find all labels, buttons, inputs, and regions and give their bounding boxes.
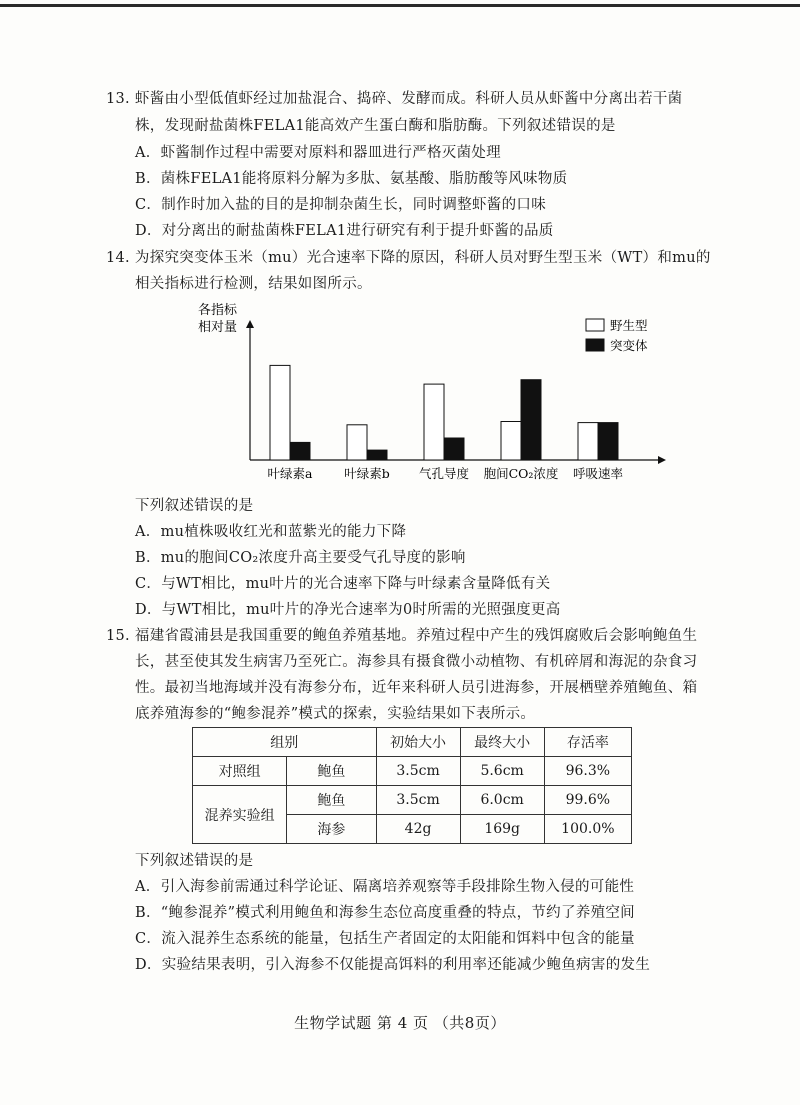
q15-prompt: 下列叙述错误的是 — [135, 853, 254, 869]
species-cell: 鲍鱼 — [287, 757, 376, 786]
initial-cell: 42g — [376, 815, 460, 844]
q14-option-d: D．与WT相比，mu叶片的净光合速率为0时所需的光照强度更高 — [135, 602, 561, 618]
survival-cell: 100.0% — [544, 815, 631, 844]
q15-option-a: A．引入海参前需通过科学论证、隔离培养观察等手段排除生物入侵的可能性 — [135, 879, 635, 895]
q15-number: 15. — [106, 628, 130, 644]
y-axis-label-line1: 各指标 — [198, 303, 238, 318]
q15-option-b: B．“鲍参混养”模式利用鲍鱼和海参生态位高度重叠的特点，节约了养殖空间 — [135, 905, 635, 921]
x-tick-label-1: 叶绿素b — [344, 466, 390, 481]
page-top-rule — [0, 4, 800, 7]
q14-prompt: 下列叙述错误的是 — [135, 498, 254, 514]
legend-label-wild: 野生型 — [610, 318, 648, 333]
q14-number: 14. — [106, 250, 130, 266]
q14-option-a: A．mu植株吸收红光和蓝紫光的能力下降 — [135, 524, 407, 540]
y-axis-arrow-icon — [246, 320, 254, 328]
header-group: 组别 — [193, 728, 377, 757]
table-row — [193, 757, 632, 786]
bar-wild-4 — [578, 423, 598, 460]
q13-option-b: B．菌株FELA1能将原料分解为多肽、氨基酸、脂肪酸等风味物质 — [135, 171, 568, 187]
q13-option-c: C．制作时加入盐的目的是抑制杂菌生长，同时调整虾酱的口味 — [135, 197, 546, 213]
x-tick-label-0: 叶绿素a — [267, 466, 313, 481]
legend-swatch-mutant — [586, 339, 604, 351]
species-cell: 鲍鱼 — [287, 786, 376, 815]
y-axis-label-line2: 相对量 — [198, 320, 238, 335]
final-cell: 169g — [460, 815, 544, 844]
species-cell: 海参 — [287, 815, 376, 844]
legend-label-mutant: 突变体 — [610, 338, 648, 353]
q15-option-c: C．流入混养生态系统的能量，包括生产者固定的太阳能和饵料中包含的能量 — [135, 931, 635, 947]
q13-number: 13. — [106, 91, 130, 107]
bar-wild-3 — [501, 422, 521, 461]
table-row — [193, 786, 632, 815]
q13-option-d: D．对分离出的耐盐菌株FELA1进行研究有利于提升虾酱的品质 — [135, 223, 554, 239]
bar-mutant-3 — [521, 380, 541, 460]
survival-cell: 99.6% — [544, 786, 631, 815]
table-header-row — [193, 728, 632, 757]
results-table — [192, 727, 632, 844]
header-survival: 存活率 — [544, 728, 631, 757]
q15-stem-line3: 性。最初当地海域并没有海参分布，近年来科研人员引进海参，开展栖壁养殖鲍鱼、箱 — [135, 680, 698, 696]
bar-mutant-1 — [367, 450, 387, 460]
q14-option-b: B．mu的胞间CO₂浓度升高主要受气孔导度的影响 — [135, 550, 466, 566]
bar-mutant-0 — [290, 442, 310, 460]
bar-wild-0 — [270, 365, 290, 460]
x-tick-label-3: 胞间CO₂浓度 — [483, 466, 559, 481]
q15-option-d: D．实验结果表明，引入海参不仅能提高饵料的利用率还能减少鲍鱼病害的发生 — [135, 957, 651, 973]
bar-mutant-2 — [444, 438, 464, 460]
final-cell: 5.6cm — [460, 757, 544, 786]
bar-wild-2 — [424, 384, 444, 460]
survival-cell: 96.3% — [544, 757, 631, 786]
q15-stem-line4: 底养殖海参的“鲍参混养”模式的探索，实验结果如下表所示。 — [135, 706, 536, 722]
initial-cell: 3.5cm — [376, 786, 460, 815]
q15-stem-line2: 长，甚至使其发生病害乃至死亡。海参具有摄食微小动植物、有机碎屑和海泥的杂食习 — [135, 654, 698, 670]
q14-stem-line2: 相关指标进行检测，结果如图所示。 — [135, 276, 372, 292]
q15-stem-line1: 15. 福建省霞浦县是我国重要的鲍鱼养殖基地。养殖过程中产生的残饵腐败后会影响鲍鱼生 — [106, 628, 698, 644]
x-tick-label-2: 气孔导度 — [418, 466, 470, 481]
q14-option-c: C．与WT相比，mu叶片的光合速率下降与叶绿素含量降低有关 — [135, 576, 551, 592]
bar-chart — [180, 300, 680, 490]
q13-option-a: A．虾酱制作过程中需要对原料和器皿进行严格灭菌处理 — [135, 145, 501, 161]
q13-stem-line1: 13. 虾酱由小型低值虾经过加盐混合、捣碎、发酵而成。科研人员从虾酱中分离出若干菌 — [106, 91, 683, 107]
mixed-group-label: 混养实验组 — [193, 786, 287, 844]
x-tick-label-4: 呼吸速率 — [572, 466, 624, 481]
bar-wild-1 — [347, 425, 367, 460]
x-axis-arrow-icon — [658, 456, 666, 464]
q14-stem-line1: 14. 为探究突变体玉米（mu）光合速率下降的原因，科研人员对野生型玉米（WT）和mu的 — [106, 250, 711, 266]
header-initial: 初始大小 — [376, 728, 460, 757]
bar-mutant-4 — [598, 423, 618, 460]
final-cell: 6.0cm — [460, 786, 544, 815]
initial-cell: 3.5cm — [376, 757, 460, 786]
q13-stem-line2: 株，发现耐盐菌株FELA1能高效产生蛋白酶和脂肪酶。下列叙述错误的是 — [135, 118, 616, 134]
control-group-label: 对照组 — [193, 757, 287, 786]
header-final: 最终大小 — [460, 728, 544, 757]
page-footer: 生物学试题 第 4 页 （共8页） — [294, 1014, 506, 1032]
legend-swatch-wild — [586, 319, 604, 331]
